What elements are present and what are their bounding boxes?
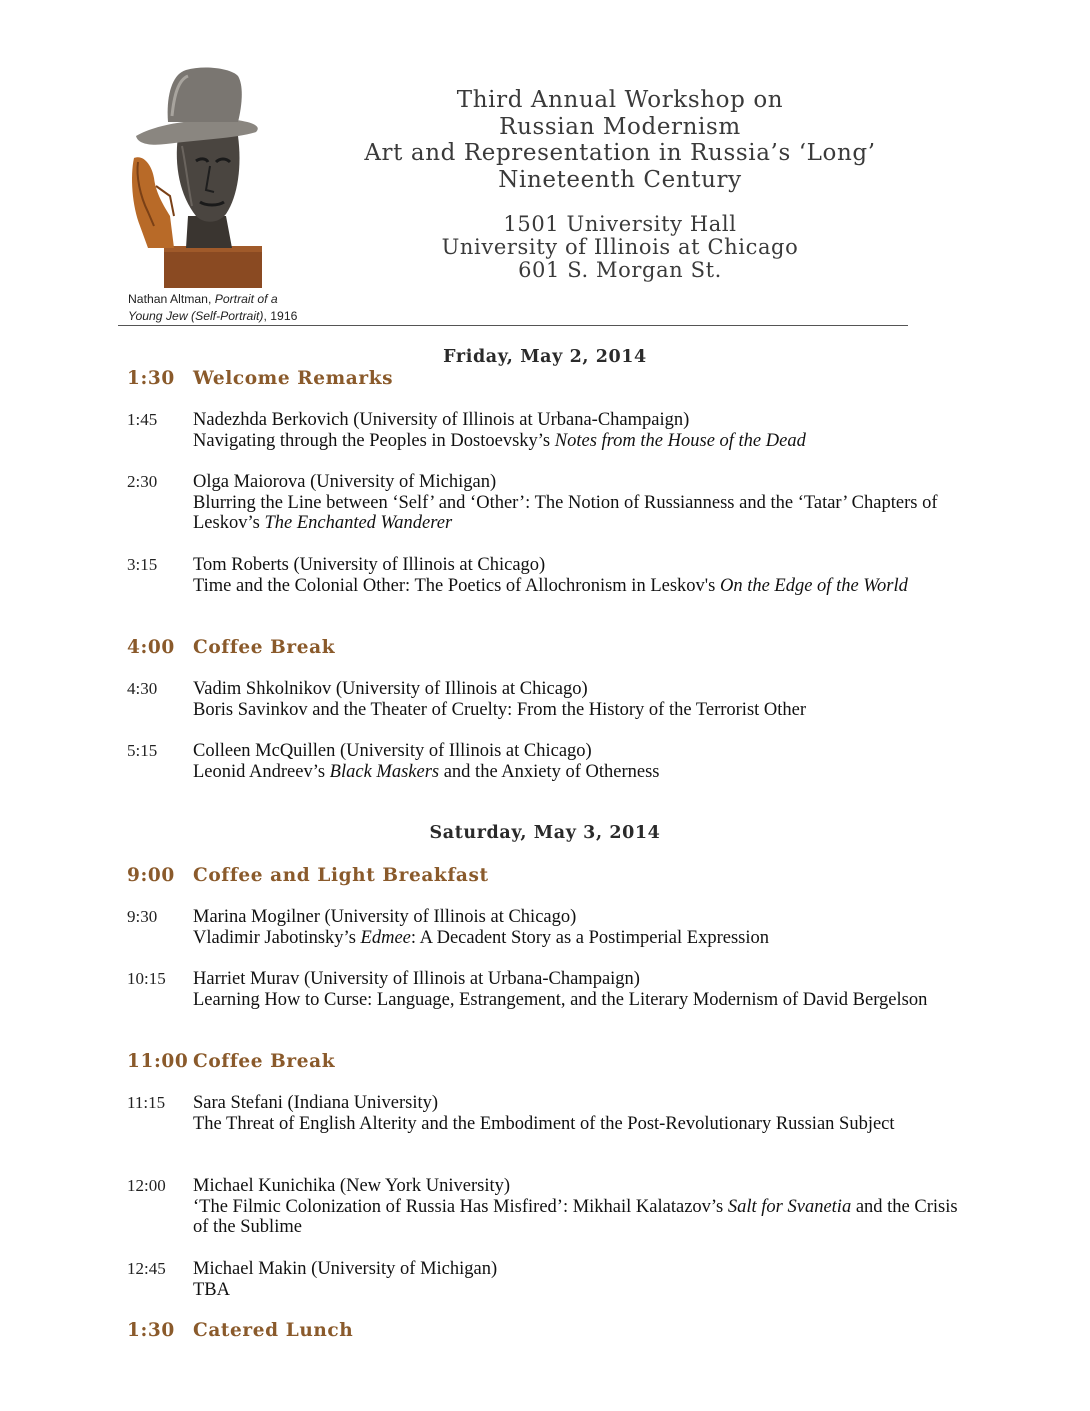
talk-title: ‘The Filmic Colonization of Russia Has Misfired’: Mikhail Kalatazov’s Salt for Svanetia and the Crisis of the Sublime (193, 1196, 958, 1238)
break-item (127, 1320, 827, 1341)
talk-item (127, 472, 967, 534)
talk-speaker: Olga Maiorova (University of Michigan) (193, 472, 497, 492)
break-item (127, 1051, 827, 1072)
talk-title: Learning How to Curse: Language, Estrangement, and the Literary Modernism of David Bergelson (193, 989, 928, 1010)
break-label: Welcome Remarks (193, 368, 394, 389)
break-label: Coffee and Light Breakfast (193, 865, 489, 886)
talk-speaker: Vadim Shkolnikov (University of Illinois at Chicago) (193, 679, 588, 699)
break-label: Coffee Break (193, 637, 336, 658)
talk-speaker: Colleen McQuillen (University of Illinois at Chicago) (193, 741, 592, 761)
talk-time: 5:15 (127, 741, 158, 760)
talk-title: Leonid Andreev’s Black Maskers and the Anxiety of Otherness (193, 761, 660, 782)
talk-item (127, 741, 967, 782)
talk-item (127, 555, 967, 596)
talk-time: 12:00 (127, 1176, 166, 1195)
talk-title: TBA (193, 1279, 230, 1300)
talk-speaker: Michael Kunichika (New York University) (193, 1176, 511, 1196)
workshop-title-line-4: Nineteenth Century (498, 166, 742, 193)
talk-title: Time and the Colonial Other: The Poetics of Allochronism in Leskov's On the Edge of the World (193, 575, 908, 596)
talk-title: Boris Savinkov and the Theater of Cruelty: From the History of the Terrorist Other (193, 699, 807, 720)
talk-item (127, 679, 967, 720)
talk-time: 9:30 (127, 907, 158, 926)
break-item (127, 368, 827, 389)
talk-time: 10:15 (127, 969, 166, 988)
day-heading-friday: Friday, May 2, 2014 (443, 347, 647, 367)
break-time: 11:00 (127, 1051, 189, 1072)
talk-item (127, 907, 967, 948)
header-divider (118, 325, 908, 326)
talk-item (127, 1176, 967, 1238)
caption-year: , 1916 (263, 309, 298, 323)
talk-title: Vladimir Jabotinsky’s Edmee: A Decadent Story as a Postimperial Expression (193, 927, 769, 948)
caption-artist: Nathan Altman, (128, 292, 215, 306)
talk-speaker: Sara Stefani (Indiana University) (193, 1093, 439, 1113)
venue-address: 601 S. Morgan St. (518, 258, 722, 282)
talk-time: 12:45 (127, 1259, 166, 1278)
break-time: 1:30 (127, 1320, 175, 1341)
talk-time: 3:15 (127, 555, 158, 574)
break-time: 1:30 (127, 368, 175, 389)
workshop-title-line-2: Russian Modernism (499, 113, 741, 140)
caption-title-1: Portrait of a (214, 292, 278, 306)
talk-time: 11:15 (127, 1093, 166, 1112)
talk-speaker: Marina Mogilner (University of Illinois at Chicago) (193, 907, 577, 927)
artwork-caption (128, 291, 348, 325)
talk-speaker: Nadezhda Berkovich (University of Illinois at Urbana-Champaign) (193, 410, 690, 430)
day-heading-saturday: Saturday, May 3, 2014 (429, 823, 661, 843)
break-time: 9:00 (127, 865, 175, 886)
talk-time: 4:30 (127, 679, 158, 698)
talk-item (127, 1093, 967, 1134)
talk-title: The Threat of English Alterity and the Embodiment of the Post-Revolutionary Russian Subject (193, 1113, 895, 1134)
break-item (127, 637, 827, 658)
sculpture-image (126, 66, 270, 290)
talk-time: 1:45 (127, 410, 158, 429)
venue-room: 1501 University Hall (503, 212, 737, 236)
talk-speaker: Harriet Murav (University of Illinois at Urbana-Champaign) (193, 969, 640, 989)
workshop-title-line-1: Third Annual Workshop on (456, 87, 784, 113)
break-label: Catered Lunch (193, 1320, 354, 1341)
workshop-title-line-3: Art and Representation in Russia’s ‘Long’ (364, 140, 876, 166)
break-item (127, 865, 827, 886)
talk-item (127, 1259, 967, 1300)
talk-item (127, 410, 967, 451)
venue-university: University of Illinois at Chicago (441, 235, 799, 259)
talk-speaker: Michael Makin (University of Michigan) (193, 1259, 498, 1279)
caption-title-2: Young Jew (Self-Portrait) (128, 309, 264, 323)
break-time: 4:00 (127, 637, 175, 658)
talk-title: Blurring the Line between ‘Self’ and ‘Other’: The Notion of Russianness and the ‘Tatar’ Chapters of Leskov’s The Enchanted Wanderer (193, 492, 938, 534)
break-label: Coffee Break (193, 1051, 336, 1072)
talk-time: 2:30 (127, 472, 158, 491)
talk-item (127, 969, 967, 1010)
talk-speaker: Tom Roberts (University of Illinois at Chicago) (193, 555, 546, 575)
talk-title: Navigating through the Peoples in Dostoevsky’s Notes from the House of the Dead (193, 430, 806, 451)
